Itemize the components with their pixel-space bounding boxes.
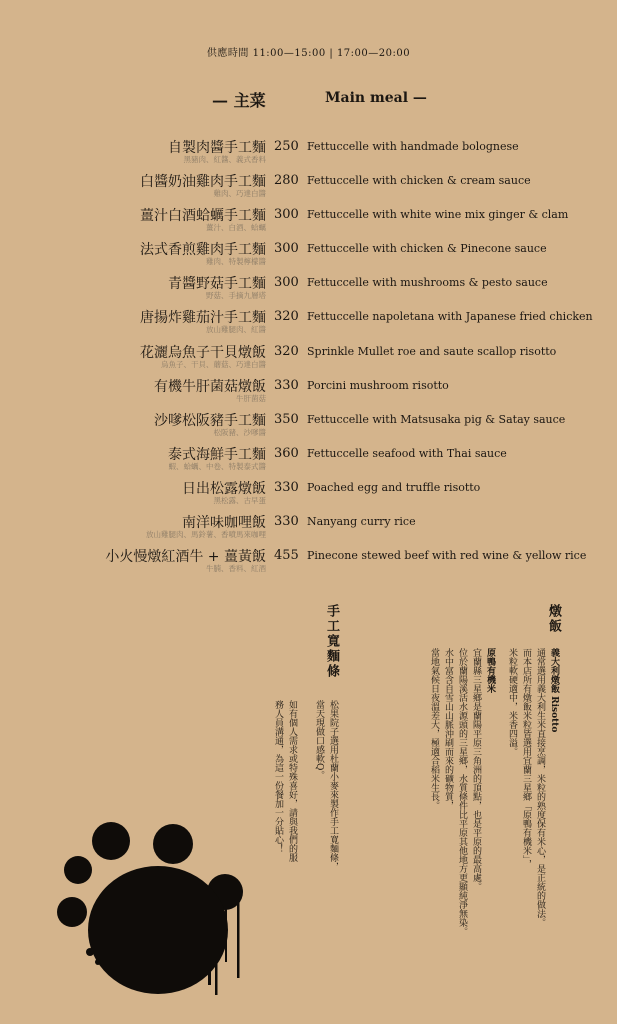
dish-price: 330 (274, 479, 299, 495)
dish-name-zh: 泰式海鮮手工麵 (168, 446, 266, 463)
dish-name-en: Fettuccelle napoletana with Japanese fried chicken (307, 310, 593, 324)
dish-price: 300 (274, 241, 299, 257)
service-note: 務人員溝通，為這一份餐加一分貼心！ (273, 700, 283, 853)
dish-ingredients: 放山雞腿肉、紅醬 (206, 325, 266, 335)
dish-price: 250 (274, 139, 299, 154)
dish-ingredients: 松阪豬、沙嗲醬 (213, 427, 266, 437)
dish-name-zh: 唐揚炸雞茄汁手工麵 (140, 310, 266, 327)
section-title-zh: — 主菜 (212, 91, 266, 110)
risotto-subtitle: 義大利燉飯 Risotto (549, 648, 559, 733)
dish-name-en: Fettuccelle with chicken & Pinecone sauce (307, 242, 547, 256)
dish-name-zh: 南洋味咖哩飯 (182, 515, 266, 532)
service-hours: 供應時間 11:00—15:00 | 17:00—20:00 (206, 48, 411, 59)
dish-ingredients: 蝦、蛤蠣、中卷、特製泰式醬 (168, 461, 266, 471)
dish-name-en: Porcini mushroom risotto (307, 378, 449, 392)
menu-item (0, 342, 617, 376)
dish-price: 455 (274, 548, 299, 564)
dish-price: 320 (274, 343, 299, 359)
dish-price: 360 (274, 445, 299, 461)
menu-item (0, 546, 617, 580)
menu-item (0, 444, 617, 478)
dish-ingredients: 雞肉、巧達白醬 (213, 189, 266, 199)
dish-ingredients: 牛肝菌菇 (236, 393, 266, 403)
dish-ingredients: 黑松露、古早蛋 (213, 495, 266, 505)
risotto-text: 原鴨有機米 (485, 648, 495, 693)
dish-price: 350 (274, 411, 299, 427)
menu-item (0, 205, 617, 239)
risotto-text: 當地氣候日夜溫差大，極適合稻米生長。 (429, 648, 439, 810)
dish-price: 300 (274, 207, 299, 223)
dish-name-zh: 日出松露燉飯 (182, 480, 266, 497)
service-note: 如有個人需求或特殊喜好，請與我們的服 (287, 700, 297, 862)
risotto-text: 而本店所有燉飯米粒皆選用宜蘭三星鄉「原鴨有機米」， (521, 648, 531, 869)
dish-ingredients: 放山雞腿肉、馬鈴薯、香噴馬來咖哩 (146, 530, 266, 540)
risotto-text: 宜蘭縣三星鄉是蘭陽平原三角洲的頂點，也是平原的最高處。 (471, 648, 481, 891)
dish-name-zh: 白醬奶油雞肉手工麵 (140, 174, 266, 191)
noodle-text: 當天現做口感軟Q。 (314, 700, 324, 780)
menu-item (0, 171, 617, 205)
dish-name-zh: 法式香煎雞肉手工麵 (140, 242, 266, 259)
dish-name-en: Nanyang curry rice (307, 515, 416, 529)
menu-item (0, 137, 617, 171)
menu-item (0, 307, 617, 341)
risotto-text: 米粒軟硬適中，米香四溢。 (507, 648, 517, 756)
dish-price: 280 (274, 173, 299, 189)
dish-name-zh: 沙嗲松阪豬手工麵 (154, 412, 266, 429)
dish-name-zh: 小火慢燉紅酒牛 + 薑黃飯 (105, 549, 266, 566)
menu-item (0, 273, 617, 307)
noodle-text: 松果院子選用杜蘭小麥來製作手工寬麵條， (328, 700, 338, 871)
noodle-title: 手工寬麵條 (324, 604, 339, 679)
risotto-title: 燉飯 (546, 604, 561, 634)
dish-name-en: Fettuccelle seafood with Thai sauce (307, 446, 507, 460)
menu-item (0, 478, 617, 512)
dish-name-en: Sprinkle Mullet roe and saute scallop risotto (307, 344, 557, 358)
dish-price: 330 (274, 377, 299, 393)
menu-item (0, 512, 617, 546)
dish-name-en: Pinecone stewed beef with red wine & yellow rice (307, 549, 587, 563)
dish-name-en: Fettuccelle with Matsusaka pig & Satay sauce (307, 412, 566, 426)
dish-ingredients: 烏魚子、干貝、蘑菇、巧達白醬 (161, 359, 266, 369)
risotto-text: 通常選用義大利生米直接烹調，米粒的熟度保有米心，是正統的做法。 (535, 648, 545, 927)
menu-item (0, 239, 617, 273)
dish-ingredients: 野菇、手摘九層塔 (206, 291, 266, 301)
dish-price: 300 (274, 275, 299, 291)
dish-ingredients: 雞肉、特製檸檬醬 (206, 257, 266, 267)
dish-name-zh: 青醬野菇手工麵 (168, 276, 266, 293)
dish-name-en: Fettuccelle with white wine mix ginger & clam (307, 208, 569, 222)
menu-item (0, 376, 617, 410)
risotto-text: 位於蘭陽溪活水源頭的三星鄉，水質條件比平原其他地方更顯純淨無染。 (457, 648, 467, 936)
dish-name-zh: 花灑烏魚子干貝燉飯 (140, 344, 266, 361)
dish-price: 330 (274, 514, 299, 530)
dish-name-zh: 有機牛肝菌菇燉飯 (154, 378, 266, 395)
dish-ingredients: 黑豬肉、紅醬、義式香料 (183, 155, 266, 164)
section-title-en: Main meal — (325, 90, 427, 106)
paw-print-icon (50, 820, 250, 1000)
dish-name-en: Fettuccelle with chicken & cream sauce (307, 174, 531, 188)
dish-name-en: Fettuccelle with mushrooms & pesto sauce (307, 276, 548, 290)
dish-name-en: Poached egg and truffle risotto (307, 480, 481, 494)
dish-ingredients: 牛腩、香料、紅酒 (206, 564, 266, 574)
menu-item (0, 410, 617, 444)
dish-price: 320 (274, 309, 299, 325)
dish-name-zh: 自製肉醬手工麵 (168, 140, 266, 156)
dish-name-zh: 薑汁白酒蛤蠣手工麵 (140, 208, 266, 225)
risotto-text: 水中富含自雪山山脈沖刷而來的礦物質， (443, 648, 453, 810)
dish-ingredients: 薑汁、白酒、蛤蠣 (206, 223, 266, 233)
dish-name-en: Fettuccelle with handmade bolognese (307, 140, 519, 153)
menu-list (0, 137, 617, 580)
